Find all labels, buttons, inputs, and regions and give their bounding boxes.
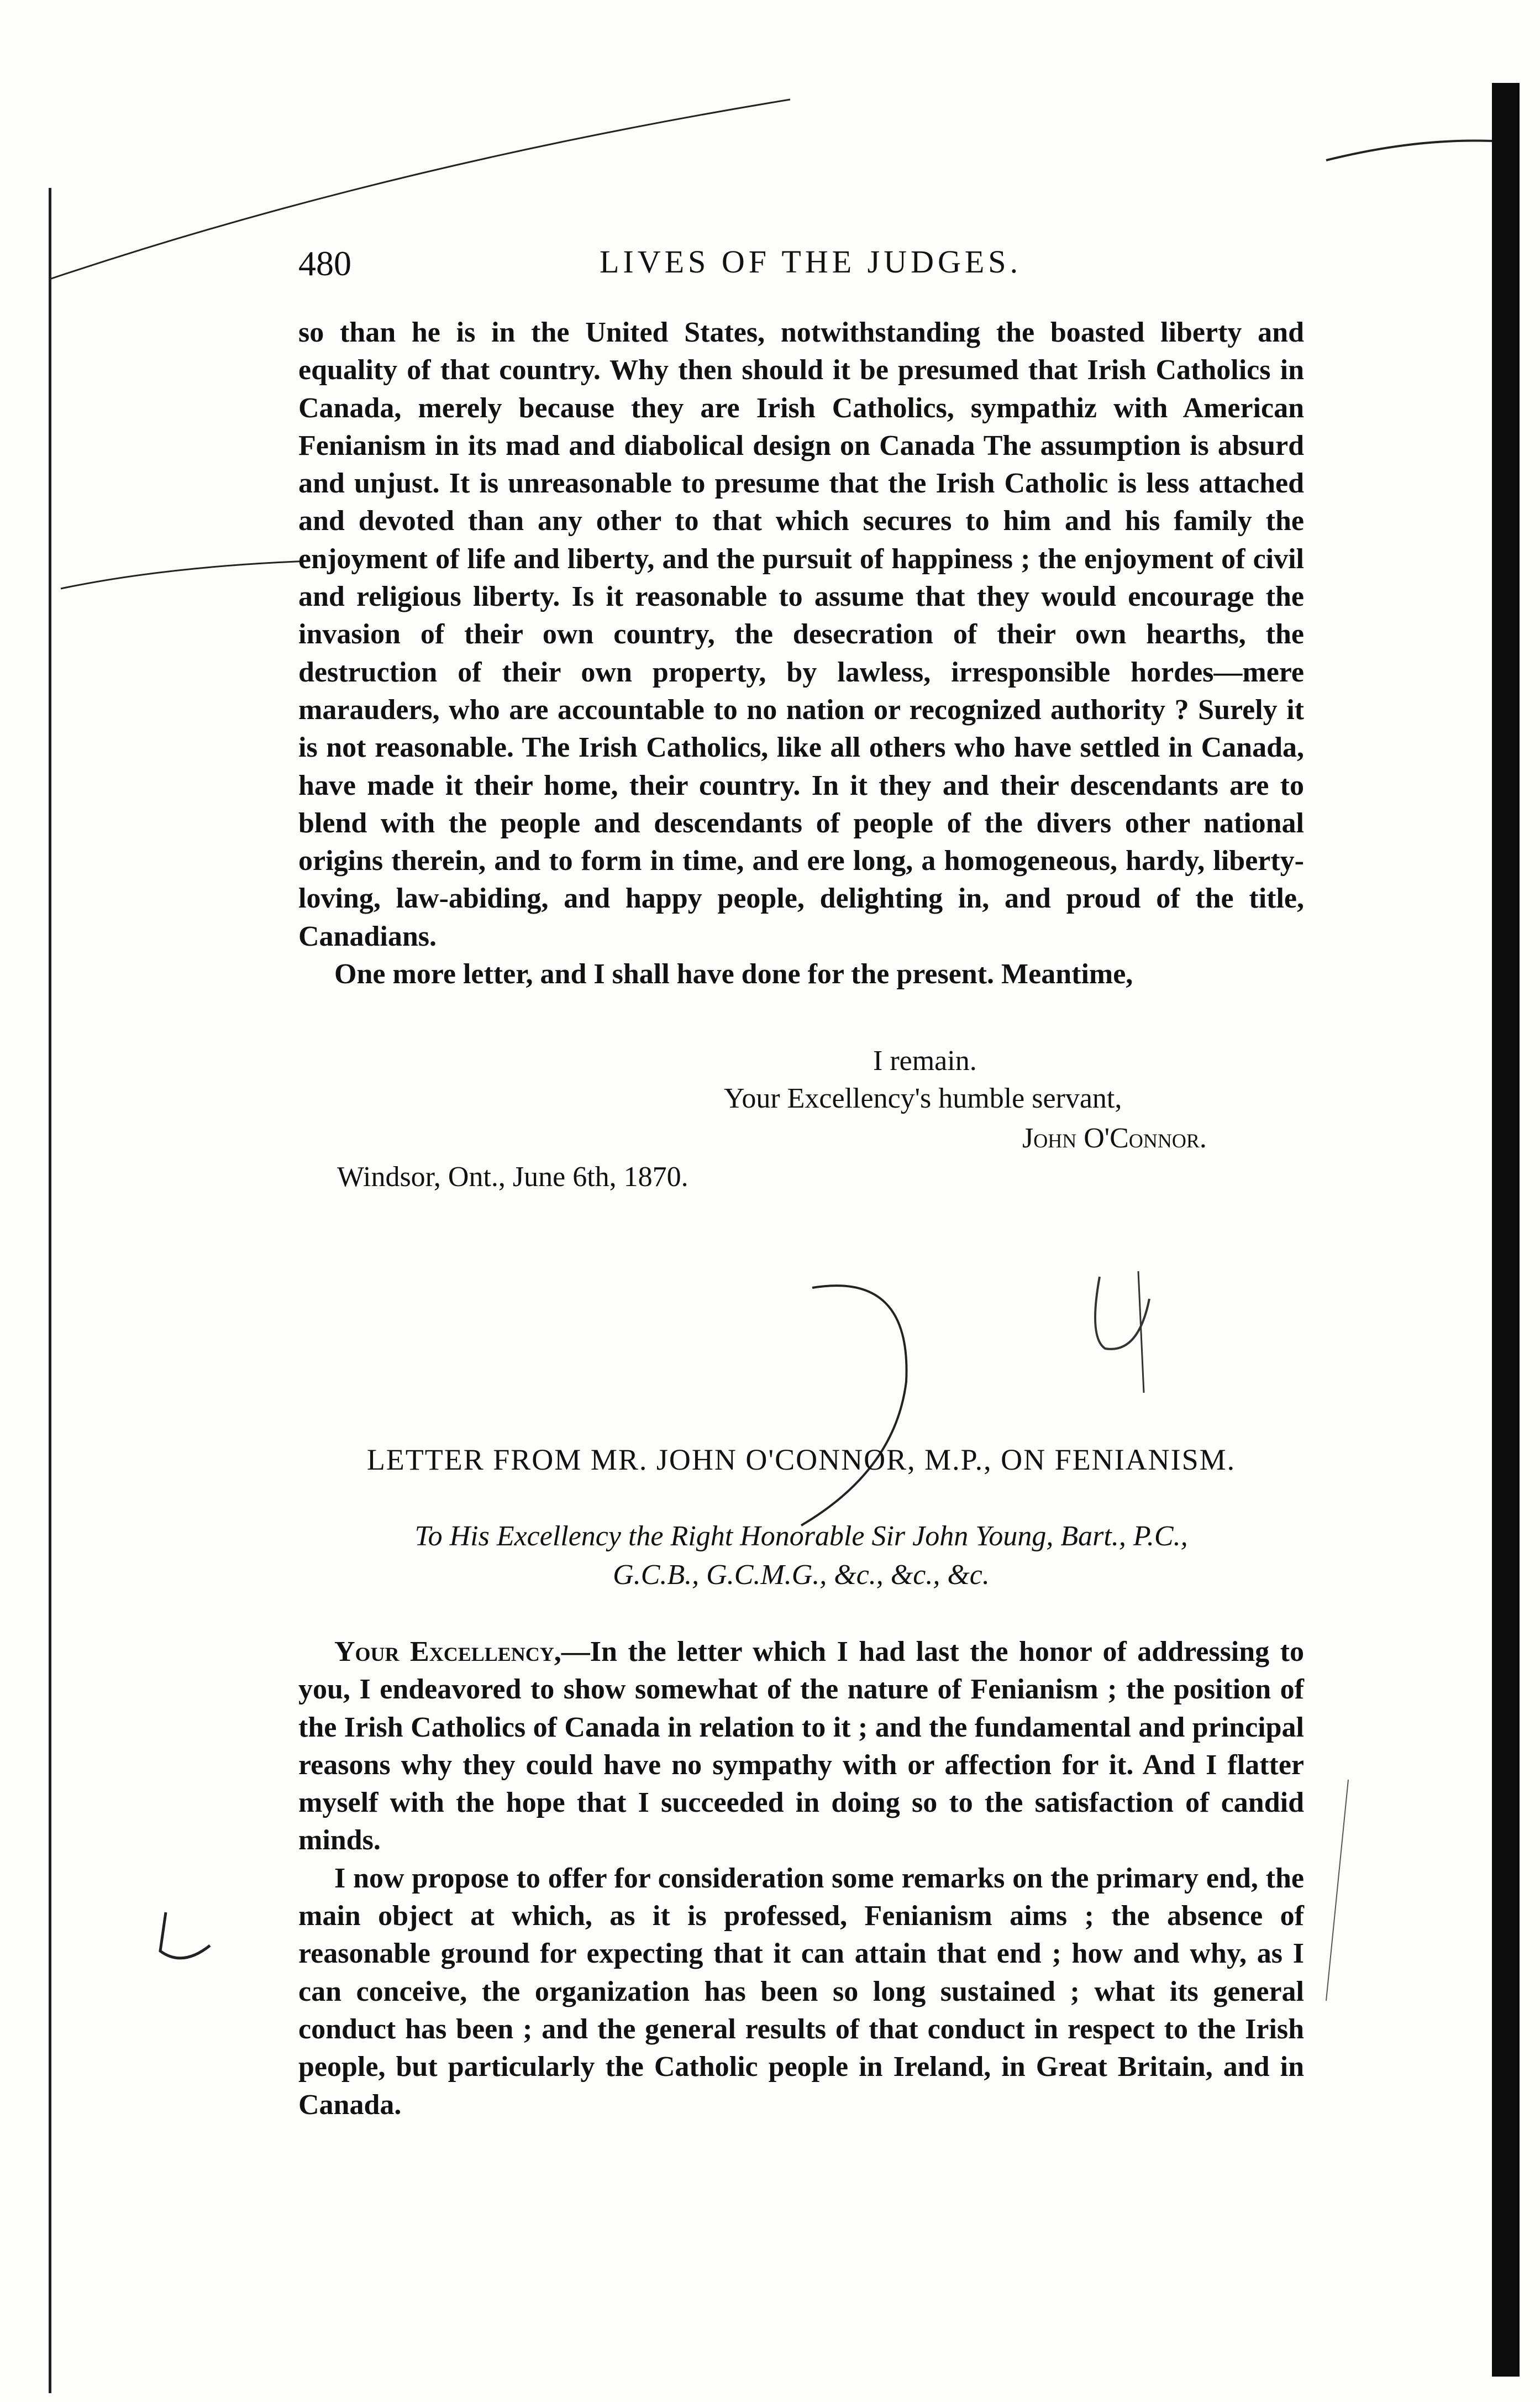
body-paragraph [298, 1633, 1304, 1860]
paragraph-text: —In the letter which I had last the honor of addressing to you, I endeavored to show somewhat of the nature of Fenianism ; the position of the Irish Catholics of Canada in relation to it ; and the fundamental and principal reasons why they could have no sympathy with or affection for it. And I flatter myself with the hope that I succeeded in doing so to the satisfaction of candid minds. [298, 1636, 1304, 1856]
place-date: Windsor, Ont., June 6th, 1870. [337, 1161, 688, 1193]
first-letter-body [298, 314, 1304, 993]
body-paragraph: One more letter, and I shall have done for the present. Meantime, [334, 958, 1133, 990]
closing-remain: I remain. [873, 1045, 977, 1077]
signature: John O'Connor. [1022, 1123, 1207, 1154]
letter-title: LETTER FROM MR. JOHN O'CONNOR, M.P., ON FENIANISM. [366, 1443, 1236, 1476]
running-head-title: LIVES OF THE JUDGES. [600, 244, 1022, 280]
salutation-line: G.C.B., G.C.M.G., &c., &c., &c. [613, 1559, 990, 1591]
body-paragraph: so than he is in the United States, notwithstanding the boasted liberty and equality of that country. Why then should it be presumed that Irish Catholics in Canada, merely because they are Irish Catholics, sympathiz with American Fenianism in its mad and diabolical design on Canada The assumption is absurd and unjust. It is unreasonable to presume that the Irish Catholic is less attached and devoted than any other to that which secures to him and his family the enjoyment of life and liberty, and the pursuit of happiness ; the enjoyment of civil and religious liberty. Is it reasonable to assume that they would encourage the invasion of their own country, the desecration of their own hearths, the destruction of their own property, by lawless, irresponsible hordes—mere marauders, who are accountable to no nation or recognized authority ? Surely it is not reasonable. The Irish Catholics, like all others who have settled in Canada, have made it their home, their country. In it they and their descendants are to blend with the people and descendants of people of the divers other national origins therein, and to form in time, and ere long, a homogeneous, hardy, liberty-loving, law-abiding, and happy people, delighting in, and proud of the title, Canadians. [298, 317, 1304, 952]
body-paragraph: I now propose to offer for consideration some remarks on the primary end, the main object at which, as it is professed, Fenianism aims ; the absence of reasonable ground for expecting that it can attain that end ; how and why, as I can conceive, the organization has been so long sustained ; what its general conduct has been ; and the general results of that conduct in respect to the Irish people, but particularly the Catholic people in Ireland, in Great Britain, and in Canada. [298, 1862, 1304, 2121]
address-heading: Your Excellency, [334, 1636, 561, 1667]
closing-servant: Your Excellency's humble servant, [724, 1083, 1122, 1114]
salutation [309, 1517, 1293, 1595]
page-number: 480 [298, 244, 351, 283]
running-header [298, 243, 1348, 293]
second-letter-body [298, 1633, 1304, 2124]
salutation-line: To His Excellency the Right Honorable Sir John Young, Bart., P.C., [414, 1520, 1188, 1552]
